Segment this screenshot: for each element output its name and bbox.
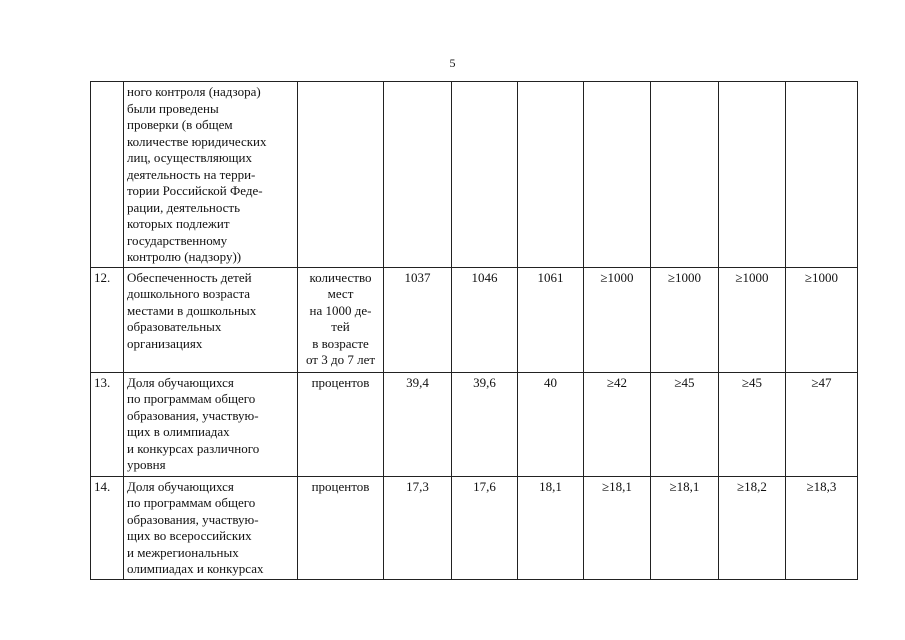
value-cell: 18,1 [518, 476, 584, 579]
row-number [91, 82, 124, 268]
value-cell: ≥18,3 [786, 476, 858, 579]
value-cell: ≥18,1 [651, 476, 719, 579]
row-number: 12. [91, 267, 124, 372]
value-cell: ≥18,1 [584, 476, 651, 579]
value-cell: ≥18,2 [719, 476, 786, 579]
unit-cell: количество мест на 1000 де- тей в возрасте от 3 до 7 лет [298, 267, 384, 372]
value-cell: ≥42 [584, 372, 651, 476]
value-cell: 1061 [518, 267, 584, 372]
value-cell: ≥1000 [786, 267, 858, 372]
value-cell [518, 82, 584, 268]
table-row-continued [91, 82, 858, 268]
unit-cell: процентов [298, 372, 384, 476]
unit-cell [298, 82, 384, 268]
value-cell [384, 82, 452, 268]
table-row [91, 267, 858, 372]
value-cell: 1037 [384, 267, 452, 372]
indicator-name: Обеспеченность детей дошкольного возраста местами в дошкольных образовательных организациях [124, 267, 298, 372]
value-cell: 39,4 [384, 372, 452, 476]
value-cell: 40 [518, 372, 584, 476]
indicator-name: ного контроля (надзора) были проведены проверки (в общем количестве юридических лиц, осуществляющих деятельность на терри- тории Российской Феде- рации, деятельность которых подлежит государственному контролю (надзору)) [124, 82, 298, 268]
value-cell [651, 82, 719, 268]
indicator-name: Доля обучающихся по программам общего образования, участвую- щих во всероссийских и межрегиональных олимпиадах и конкурсах [124, 476, 298, 579]
value-cell: ≥1000 [719, 267, 786, 372]
value-cell [452, 82, 518, 268]
value-cell: 39,6 [452, 372, 518, 476]
value-cell: 1046 [452, 267, 518, 372]
row-number: 13. [91, 372, 124, 476]
value-cell [719, 82, 786, 268]
table-row [91, 476, 858, 579]
value-cell [786, 82, 858, 268]
value-cell: ≥47 [786, 372, 858, 476]
value-cell: 17,3 [384, 476, 452, 579]
value-cell: ≥1000 [584, 267, 651, 372]
indicator-name: Доля обучающихся по программам общего образования, участвую- щих в олимпиадах и конкурсах различного уровня [124, 372, 298, 476]
page-number: 5 [449, 56, 456, 70]
value-cell [584, 82, 651, 268]
indicators-table [90, 81, 858, 580]
value-cell: 17,6 [452, 476, 518, 579]
row-number: 14. [91, 476, 124, 579]
table-row [91, 372, 858, 476]
value-cell: ≥45 [719, 372, 786, 476]
value-cell: ≥45 [651, 372, 719, 476]
unit-cell: процентов [298, 476, 384, 579]
value-cell: ≥1000 [651, 267, 719, 372]
